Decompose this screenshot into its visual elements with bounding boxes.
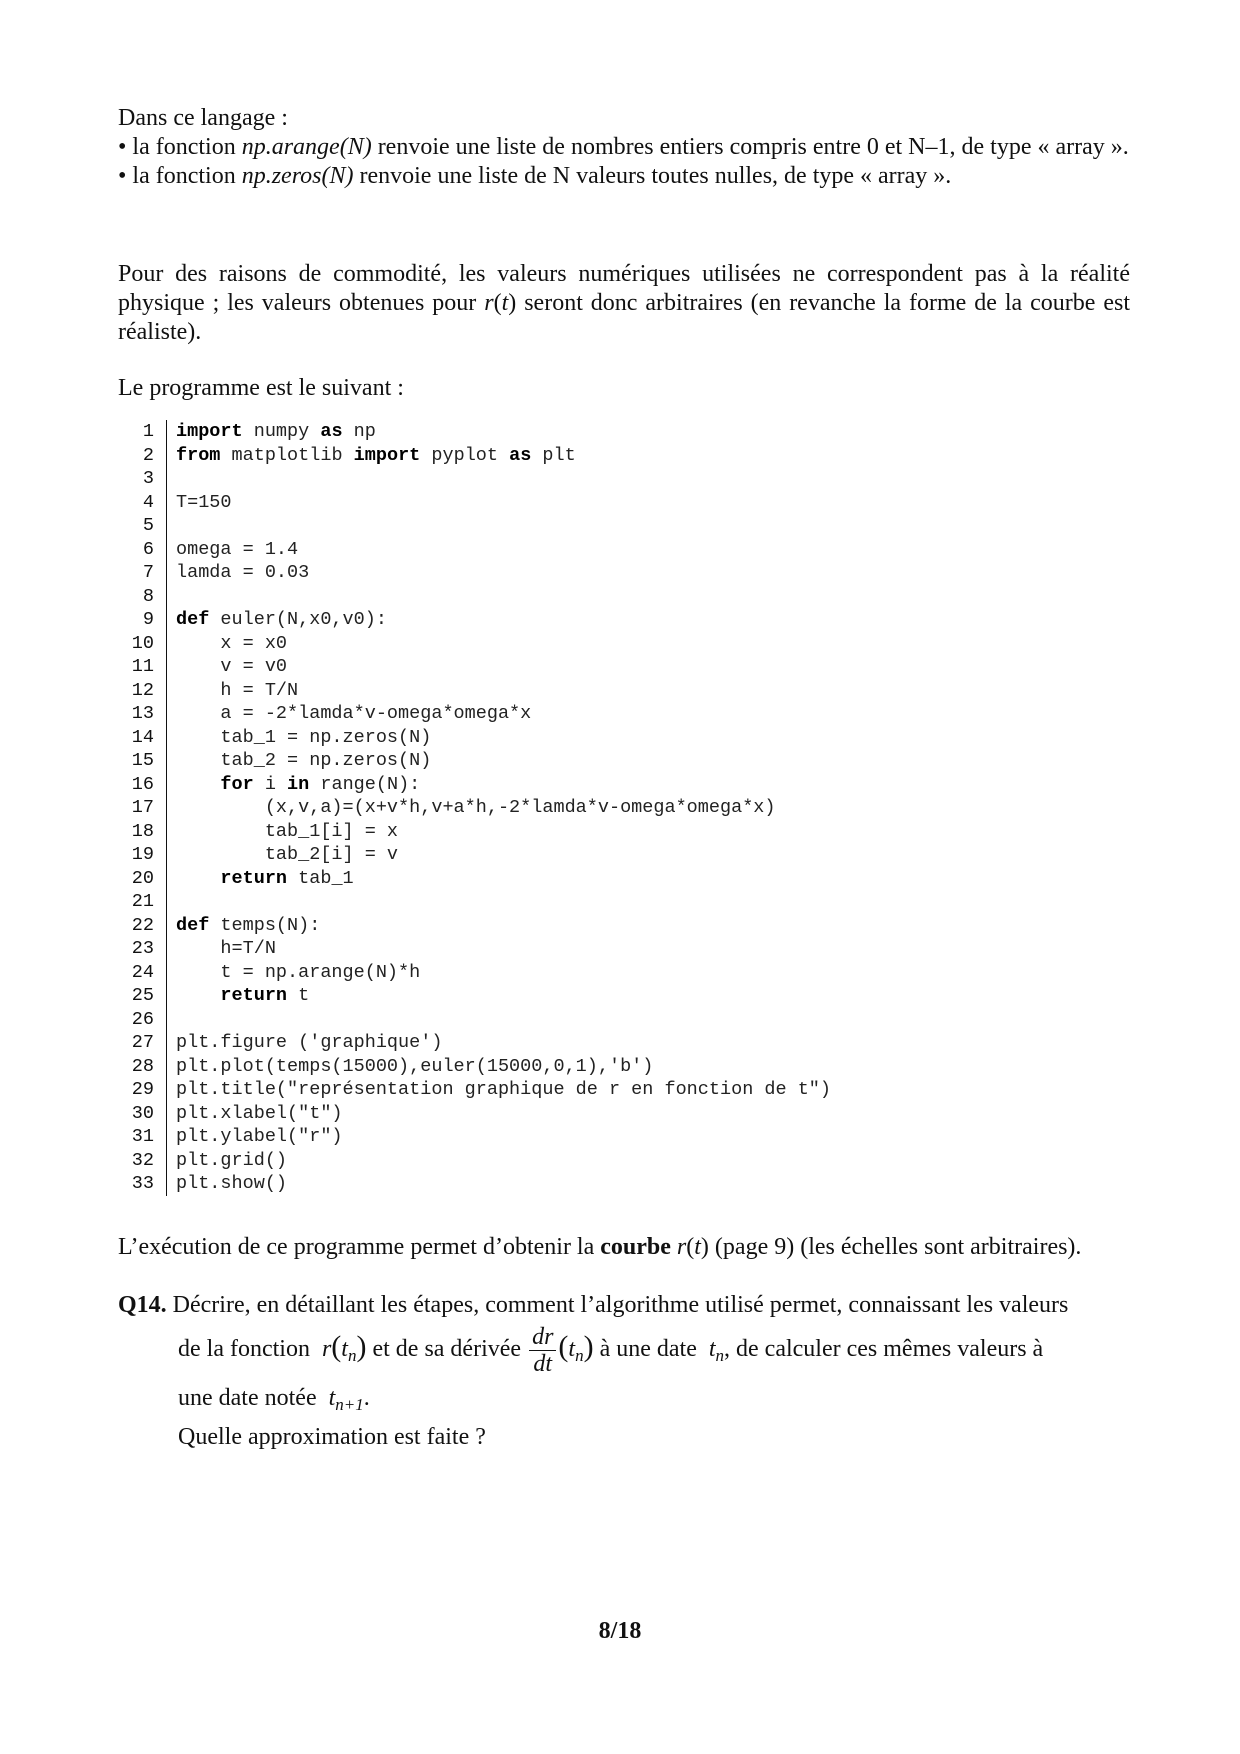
code-line — [118, 961, 1130, 985]
line-number: 3 — [142, 468, 154, 489]
func-zeros: np.zeros(N) — [241, 163, 354, 189]
line-number: 4 — [142, 491, 154, 513]
page-number: 8/18 — [598, 1618, 642, 1644]
code-text: h=T/N — [176, 938, 276, 959]
code-source — [166, 820, 1130, 844]
line-number: 26 — [131, 1008, 154, 1030]
code-source — [166, 1055, 1130, 1079]
code-line — [118, 491, 1130, 515]
code-keyword: as — [509, 444, 532, 466]
code-source — [166, 1078, 1130, 1102]
code-line — [118, 937, 1130, 961]
code-source — [166, 1125, 1130, 1149]
code-source — [166, 1172, 1130, 1196]
code-source — [166, 632, 1130, 656]
code-source — [166, 538, 1130, 562]
code-line — [118, 679, 1130, 703]
line-number: 17 — [131, 797, 154, 818]
code-text: plt.figure ('graphique') — [176, 1032, 443, 1053]
q14-line2: de la fonction $r(t_n)$ et de sa dérivée $\frac{dr}{dt}$ $(t_n)$ à une date $t_n$, de calculer ces mêmes valeurs à — [178, 1324, 1044, 1377]
code-keyword: import — [176, 421, 243, 442]
code-line — [118, 1149, 1130, 1173]
code-listing — [118, 420, 1130, 1196]
code-keyword: for — [220, 773, 254, 795]
line-number: 22 — [131, 914, 154, 936]
values-paragraph: Pour des raisons de commodité, les valeurs numériques utilisées ne correspondent pas à la réalité physique ; les valeurs obtenues pour r(t) seront donc arbitraires (en revanche la forme de la courbe est réaliste). — [118, 261, 1130, 345]
code-text: (x,v,a)=(x+v*h,v+a*h,-2*lamda*v-omega*omega*x) — [176, 797, 776, 818]
code-source — [166, 1008, 1130, 1032]
code-source — [166, 843, 1130, 867]
derivative-fraction: $\frac{dr}{dt}$ — [529, 1324, 556, 1377]
code-text: v = v0 — [176, 656, 288, 677]
code-text: plt.title("représentation graphique de r en fonction de t") — [176, 1079, 832, 1100]
line-number: 20 — [131, 867, 154, 889]
code-source — [166, 773, 1130, 797]
code-source — [166, 444, 1130, 468]
code-line — [118, 796, 1130, 820]
line-number: 21 — [131, 891, 154, 912]
q14-line4: Quelle approximation est faite ? — [178, 1424, 486, 1450]
q14-line1: Q14. Décrire, en détaillant les étapes, comment l’algorithme utilisé permet, connaissant les valeurs — [118, 1292, 1069, 1318]
code-keyword: return — [220, 867, 288, 889]
code-keyword: in — [287, 773, 310, 795]
execution-paragraph: L’exécution de ce programme permet d’obtenir la courbe r(t) (page 9) (les échelles sont arbitraires). — [118, 1234, 1082, 1260]
line-number: 33 — [131, 1173, 154, 1194]
code-text: lamda = 0.03 — [176, 562, 310, 583]
code-keyword: import — [353, 444, 421, 466]
code-text: plt.xlabel("t") — [176, 1102, 343, 1124]
line-number: 28 — [131, 1055, 154, 1077]
line-number: 11 — [131, 656, 154, 677]
code-line — [118, 655, 1130, 679]
code-source — [166, 608, 1130, 632]
code-source — [166, 867, 1130, 891]
line-number: 13 — [131, 703, 154, 724]
code-text: tab_1 — [287, 867, 354, 889]
line-number: 12 — [131, 679, 154, 701]
code-line — [118, 914, 1130, 938]
code-line — [118, 1008, 1130, 1032]
code-keyword: from — [176, 444, 221, 466]
code-source — [166, 491, 1130, 515]
code-line — [118, 538, 1130, 562]
code-text — [176, 774, 220, 795]
code-text: omega = 1.4 — [176, 538, 299, 560]
line-number: 29 — [131, 1079, 154, 1100]
code-line — [118, 843, 1130, 867]
line-number: 1 — [142, 421, 154, 442]
code-line — [118, 608, 1130, 632]
code-text: plt.plot(temps(15000),euler(15000,0,1),'b') — [176, 1055, 654, 1077]
code-text: tab_1[i] = x — [176, 820, 399, 842]
code-line — [118, 420, 1130, 444]
line-number: 19 — [131, 844, 154, 865]
code-line — [118, 1102, 1130, 1126]
line-number: 23 — [131, 938, 154, 959]
code-line — [118, 702, 1130, 726]
code-source — [166, 1031, 1130, 1055]
bullet-zeros: • la fonction np.zeros(N) renvoie une liste de N valeurs toutes nulles, de type « array ». — [118, 163, 952, 189]
r-of-tn: $r(t_n)$ — [321, 1330, 367, 1366]
code-text: temps(N): — [209, 914, 321, 936]
derivative-arg: $(t_n)$ — [558, 1330, 594, 1366]
line-number: 30 — [131, 1102, 154, 1124]
courbe-bold: courbe — [600, 1234, 671, 1260]
t-n: $t_n$ — [708, 1336, 725, 1366]
code-source — [166, 561, 1130, 585]
code-line — [118, 890, 1130, 914]
code-text: i — [253, 773, 288, 795]
line-number: 9 — [142, 609, 154, 630]
line-number: 5 — [142, 515, 154, 536]
code-text: plt.show() — [176, 1173, 288, 1194]
code-text — [176, 868, 220, 889]
code-text — [176, 985, 220, 1006]
code-text: pyplot — [420, 444, 510, 466]
t-n-plus-1: $t_{n+1}$ — [328, 1385, 364, 1414]
code-text: np — [342, 421, 376, 442]
line-number: 6 — [142, 538, 154, 560]
code-line — [118, 1031, 1130, 1055]
code-source — [166, 467, 1130, 491]
code-line — [118, 1055, 1130, 1079]
program-intro: Le programme est le suivant : — [118, 375, 404, 401]
code-text: range(N): — [309, 773, 421, 795]
code-text: euler(N,x0,v0): — [209, 609, 387, 630]
code-text: plt.grid() — [176, 1149, 288, 1171]
code-source — [166, 1149, 1130, 1173]
code-line — [118, 867, 1130, 891]
line-number: 15 — [131, 750, 154, 771]
func-arange: np.arange(N) — [241, 134, 372, 160]
code-line — [118, 773, 1130, 797]
q14-line3: une date notée $t_{n+1}$. — [178, 1385, 370, 1414]
code-source — [166, 679, 1130, 703]
code-source — [166, 514, 1130, 538]
code-text: tab_2 = np.zeros(N) — [176, 750, 432, 771]
code-text: T=150 — [176, 491, 232, 513]
code-source — [166, 726, 1130, 750]
code-line — [118, 984, 1130, 1008]
code-source — [166, 914, 1130, 938]
code-source — [166, 1102, 1130, 1126]
code-source — [166, 420, 1130, 444]
code-source — [166, 890, 1130, 914]
code-text: t = np.arange(N)*h — [176, 961, 421, 983]
line-number: 25 — [131, 985, 154, 1006]
code-source — [166, 984, 1130, 1008]
code-source — [166, 655, 1130, 679]
code-source — [166, 937, 1130, 961]
line-number: 27 — [131, 1032, 154, 1053]
code-source — [166, 961, 1130, 985]
code-line — [118, 1125, 1130, 1149]
line-number: 14 — [131, 726, 154, 748]
code-text: plt.ylabel("r") — [176, 1126, 343, 1147]
line-number: 16 — [131, 773, 154, 795]
q14-label: Q14. — [118, 1292, 167, 1318]
code-text: tab_2[i] = v — [176, 844, 399, 865]
bullet-arange: • la fonction np.arange(N) renvoie une liste de nombres entiers compris entre 0 et N–1, de type « array ». — [118, 134, 1129, 160]
line-number: 10 — [131, 632, 154, 654]
line-number: 32 — [131, 1149, 154, 1171]
code-line — [118, 1078, 1130, 1102]
code-line — [118, 820, 1130, 844]
code-line — [118, 1172, 1130, 1196]
code-text: x = x0 — [176, 632, 288, 654]
code-keyword: def — [176, 609, 210, 630]
intro-heading: Dans ce langage : — [118, 105, 288, 131]
line-number: 18 — [131, 820, 154, 842]
code-text: plt — [531, 444, 576, 466]
code-line — [118, 749, 1130, 773]
line-number: 31 — [131, 1126, 154, 1147]
code-line — [118, 726, 1130, 750]
code-line — [118, 514, 1130, 538]
intro-section — [118, 104, 1130, 191]
question-14 — [118, 1290, 1130, 1452]
code-line — [118, 585, 1130, 609]
line-number: 2 — [142, 444, 154, 466]
code-text: a = -2*lamda*v-omega*omega*x — [176, 703, 532, 724]
code-source — [166, 702, 1130, 726]
code-keyword: as — [320, 421, 343, 442]
code-text: t — [287, 985, 310, 1006]
code-line — [118, 467, 1130, 491]
line-number: 8 — [142, 585, 154, 607]
line-number: 24 — [131, 961, 154, 983]
code-source — [166, 585, 1130, 609]
code-keyword: def — [176, 914, 210, 936]
code-text: numpy — [242, 421, 321, 442]
code-line — [118, 632, 1130, 656]
code-source — [166, 749, 1130, 773]
code-text: matplotlib — [220, 444, 354, 466]
line-number: 7 — [142, 562, 154, 583]
code-line — [118, 444, 1130, 468]
code-text: tab_1 = np.zeros(N) — [176, 726, 432, 748]
code-text: h = T/N — [176, 679, 299, 701]
code-source — [166, 796, 1130, 820]
code-keyword: return — [220, 985, 288, 1006]
code-line — [118, 561, 1130, 585]
